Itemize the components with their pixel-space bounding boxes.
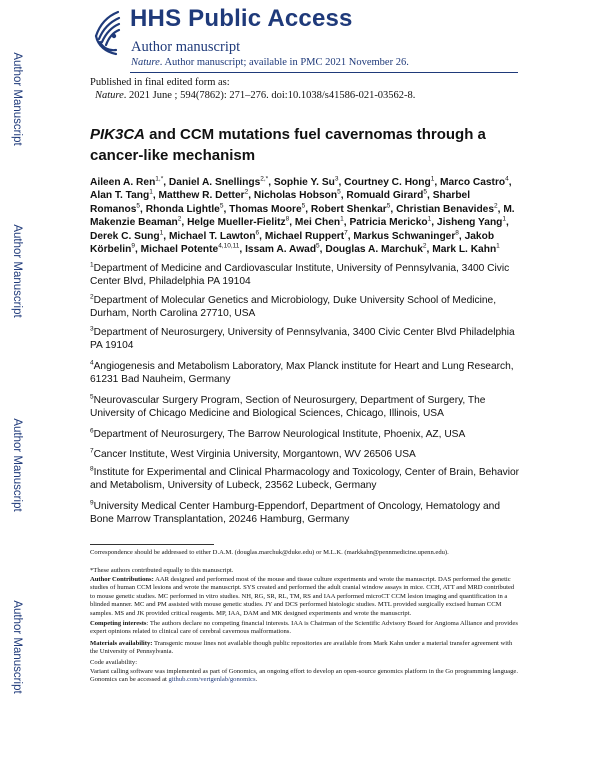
author-name: Michael Potente	[140, 244, 219, 256]
code-availability: Variant calling software was implemented as part of Gonomics, an ongoing effort to develop an open-source genomics platform in the Go programming language. Gonomics can be accessed at github.com/vertgenlab/gonomics.	[90, 668, 518, 684]
affiliation-5: $^5$Neurovascular Surgery Program, Section of Neurosurgery, Department of Surgery, The University of Chicago Medicine and Biological Sciences, Chicago, Illinois, USA	[90, 393, 486, 420]
affiliation-6: $^6$Department of Neurosurgery, The Barrow Neurological Institute, Phoenix, AZ, USA	[90, 427, 466, 440]
affiliation-3: $^3$Department of Neurosurgery, University of Pennsylvania, 3400 Civic Center Blvd Philadelphia PA 19104	[90, 325, 515, 352]
author-affiliation-marker: 1	[427, 215, 432, 223]
author-name: Daniel A. Snellings	[168, 177, 261, 188]
author-name: Sophie Y. Su	[273, 177, 335, 188]
author-name: Romuald Girard	[346, 190, 424, 202]
author-affiliation-marker: 3	[334, 175, 339, 183]
author-affiliation-marker: 2	[422, 242, 427, 250]
page-title: HHS Public Access	[130, 5, 353, 32]
author-name: Derek C. Sung	[90, 230, 160, 242]
author-affiliation-marker: 8	[285, 215, 290, 223]
author-affiliation-marker: 9	[131, 242, 135, 250]
author-affiliation-marker: 5	[337, 189, 341, 197]
author-affiliation-marker: 2	[177, 215, 182, 223]
author-affiliation-marker: 1	[159, 229, 164, 237]
correspondence-note: Correspondence should be addressed to either D.A.M. (douglas.marchuk@duke.edu) or M.L.K. (markkahn@pennmedicine.upenn.edu).	[90, 549, 449, 556]
author-name: Jakob Körbelin	[90, 230, 495, 256]
author-affiliation-marker: 1	[496, 242, 500, 250]
affiliation-1: $^1$Department of Medicine and Cardiovascular Institute, University of Pennsylvania, 3400 Civic Center Blvd, Philadelphia PA 19104	[90, 261, 510, 288]
author-affiliation-marker: 5	[423, 189, 428, 197]
affiliation-2: $^2$Department of Molecular Genetics and Microbiology, Duke University School of Medicine, Durham, North Carolina 27710, USA	[90, 293, 497, 320]
author-affiliation-marker: 1,*	[155, 175, 164, 183]
header-divider	[130, 72, 518, 73]
author-list: Aileen A. Ren$^{1,*}$, Daniel A. Snellings$^{2,*}$, Sophie Y. Su$^3$, Courtney C. Hong$^1$, Marco Castro$^4$, Alan T. Tang$^1$, Matthew R. Detter$^2$, Nicholas Hobson$^5$, Romuald Girard$^5$, Sharbel Romanos$^5$, Rhonda Lightle$^5$, Thomas Moore$^5$, Robert Shenkar$^5$, Christian Benavides$^2$, M. Makenzie Beaman$^2$, Helge Mueller-Fielitz$^8$, Mei Chen$^1$, Patricia Mericko$^1$, Jisheng Yang$^1$, Derek C. Sung$^1$, Michael T. Lawton$^6$, Michael Ruppert$^7$, Markus Schwaninger$^8$, Jakob Körbelin$^9$, Michael Potente$^{4,10,11}$, Issam A. Awad$^5$, Douglas A. Marchuk$^2$, Mark L. Kahn$^1$	[90, 175, 515, 256]
author-affiliation-marker: 4	[505, 175, 509, 183]
author-affiliation-marker: 5	[301, 202, 306, 210]
footnote-divider	[90, 544, 214, 545]
author-affiliation-marker: 1	[340, 215, 344, 223]
author-affiliation-marker: 1	[430, 175, 435, 183]
citation-line: Nature. 2021 June ; 594(7862): 271–276. doi:10.1038/s41586-021-03562-8.	[95, 90, 416, 101]
side-label-1: Author Manuscript	[11, 52, 23, 146]
author-name: Mei Chen	[294, 217, 341, 229]
author-name: Markus Schwaninger	[353, 230, 456, 242]
code-availability-label: Code availability:	[90, 659, 138, 666]
author-name: Jisheng Yang	[436, 217, 503, 229]
author-name: M. Makenzie Beaman	[90, 203, 515, 229]
author-name: Douglas A. Marchuk	[325, 244, 423, 256]
materials-availability: Materials availability: Transgenic mouse lines not available though public repositories are available from Mark Kahn under a material transfer agreement with the University of Pennsylvania.	[90, 640, 513, 656]
author-name: Alan T. Tang	[90, 190, 150, 202]
affiliation-7: $^7$Cancer Institute, West Virginia University, Morgantown, WV 26506 USA	[90, 447, 416, 460]
author-affiliation-marker: 6	[255, 229, 260, 237]
author-name: Helge Mueller-Fielitz	[187, 217, 286, 229]
manuscript-label: Author manuscript	[131, 39, 241, 55]
author-name: Nicholas Hobson	[253, 190, 338, 202]
author-contributions: Author Contributions: AAR designed and performed most of the mouse and tissue culture experiments and wrote the manuscript. DAS performed the genetic studies of human CCM lesions and wrote the manuscript. SYS created and performed the adult cranial window assays in mice. CCH, ATT and MRD contributed to mouse genetic studies. MC performed in vitro studies. NH, RG, SR, RL, TM, RS and IAA performed microCT CCM lesion imaging and quantification in a blinded manner. MC and PM assisted with mouse genetic studies. JY and DCS performed histologic studies. MTL provided surgically excised human CCM samples. MS and JK provided critical reagents. MP, IAA, DAM and MK designed experiments and wrote the manuscript.	[90, 576, 515, 617]
author-name: Patricia Mericko	[349, 217, 428, 229]
author-name: Christian Benavides	[396, 203, 495, 215]
author-name: Marco Castro	[440, 177, 506, 188]
author-affiliation-marker: 5	[386, 202, 391, 210]
author-affiliation-marker: 8	[455, 229, 459, 237]
affiliation-8: $^8$Institute for Experimental and Clinical Pharmacology and Toxicology, Center of Brain, Behavior and Metabolism, University of Lubeck, 23562 Lubeck, Germany	[90, 465, 520, 492]
affiliation-4: $^4$Angiogenesis and Metabolism Laboratory, Max Planck institute for Heart and Lung Research, 61231 Bad Nauheim, Germany	[90, 359, 514, 386]
author-name: Rhonda Lightle	[145, 203, 220, 215]
author-name: Issam A. Awad	[245, 244, 317, 256]
author-affiliation-marker: 1	[149, 189, 153, 197]
author-affiliation-marker: 4,10,11	[218, 242, 240, 250]
author-affiliation-marker: 1	[502, 215, 507, 223]
author-name: Michael Ruppert	[264, 230, 345, 242]
side-label-4: Author Manuscript	[11, 600, 23, 694]
article-title: PIK3CA and CCM mutations fuel cavernomas through a cancer-like mechanism	[90, 126, 486, 164]
author-affiliation-marker: 2	[244, 189, 249, 197]
published-in-line: Published in final edited form as:	[90, 77, 230, 88]
author-name: Thomas Moore	[229, 203, 302, 215]
author-name: Sharbel Romanos	[90, 190, 471, 215]
author-name: Aileen A. Ren	[90, 177, 156, 188]
hhs-eagle-logo-icon	[88, 6, 124, 60]
equal-contribution-note: *These authors contributed equally to this manuscript.	[90, 567, 234, 574]
author-name: Mark L. Kahn	[432, 244, 497, 256]
gonomics-link[interactable]: github.com/vertgenlab/gonomics	[168, 676, 256, 684]
author-name: Courtney C. Hong	[344, 177, 431, 188]
affiliation-9: $^9$University Medical Center Hamburg-Eppendorf, Department of Oncology, Hematology and Bone Marrow Transplantation, 20246 Hamburg, Germany	[90, 499, 500, 526]
side-label-3: Author Manuscript	[11, 418, 23, 512]
journal-availability: Nature. Author manuscript; available in PMC 2021 November 26.	[131, 57, 409, 68]
author-affiliation-marker: 5	[316, 242, 320, 250]
author-affiliation-marker: 2,*	[260, 175, 269, 183]
author-affiliation-marker: 5	[219, 202, 224, 210]
competing-interests: Competing interests: The authors declare no competing financial interests. IAA is Chairman of the Scientific Advisory Board for Angioma Alliance and provides expert opinions related to clinical care of cerebral cavernous malformations.	[90, 620, 518, 636]
author-name: Robert Shenkar	[310, 203, 387, 215]
author-affiliation-marker: 2	[494, 202, 498, 210]
author-affiliation-marker: 5	[136, 202, 141, 210]
author-name: Matthew R. Detter	[158, 190, 245, 202]
author-affiliation-marker: 7	[344, 229, 348, 237]
author-name: Michael T. Lawton	[168, 230, 256, 242]
side-label-2: Author Manuscript	[11, 224, 23, 318]
